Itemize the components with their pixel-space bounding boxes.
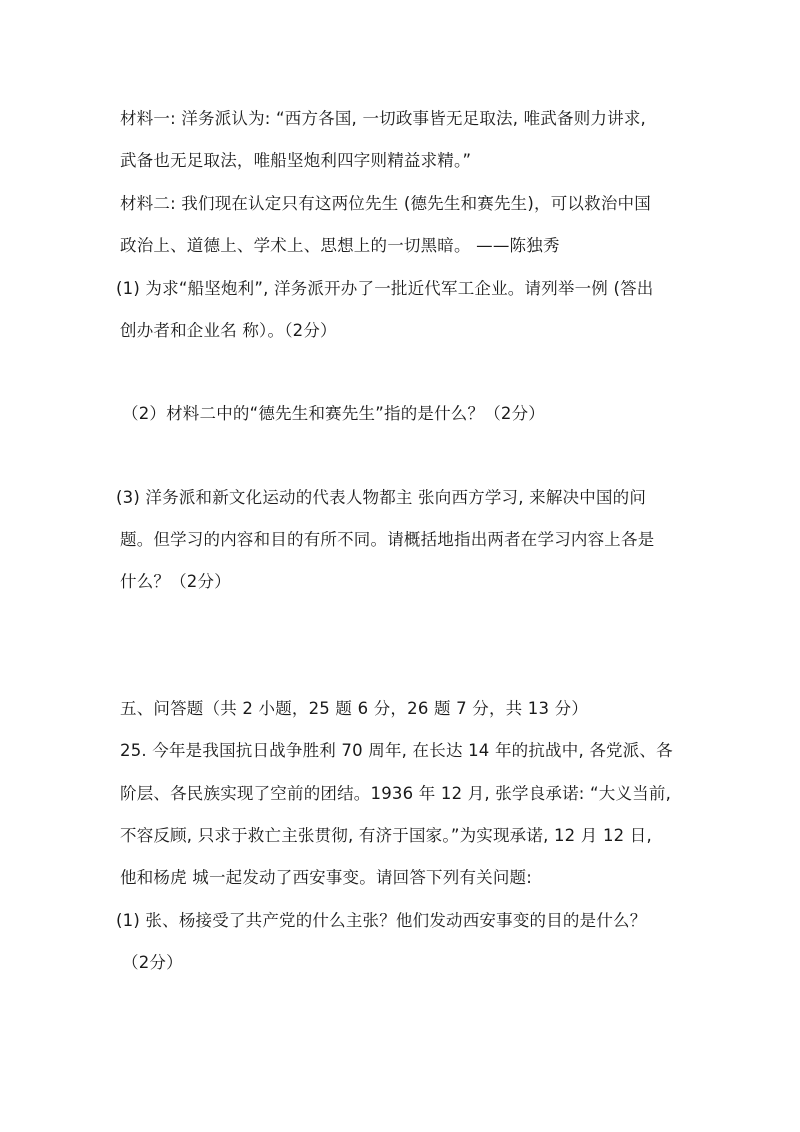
section-five-heading: 五、问答题（共 2 小题，25 题 6 分，26 题 7 分，共 13 分） [120,699,589,718]
question-25-sub1-line-1: (1) 张、杨接受了共产党的什么主张？他们发动西安事变的目的是什么？ [116,911,647,930]
question-25-line-1: 25. 今年是我国抗日战争胜利 70 周年, 在长达 14 年的抗战中, 各党派、各 [120,741,673,760]
material-one-line-1: 材料一: 洋务派认为: “西方各国, 一切政事皆无足取法, 唯武备则力讲求, [120,109,646,128]
question-3-line-1: (3) 洋务派和新文化运动的代表人物都主 张向西方学习, 来解决中国的问 [116,488,647,507]
question-2-line: （2）材料二中的“德先生和赛先生”指的是什么？（2分） [122,404,545,423]
question-1-line-1: (1) 为求“船坚炮利”, 洋务派开办了一批近代军工企业。请列举一例 (答出 [116,279,654,298]
question-25-line-2: 阶层、各民族实现了空前的团结。1936 年 12 月, 张学良承诺: “大义当前, [120,784,672,803]
material-one-line-2: 武备也无足取法，唯船坚炮利四字则精益求精。” [120,151,472,170]
question-25-line-4: 他和杨虎 城一起发动了西安事变。请回答下列有关问题: [120,868,533,887]
material-two-line-1: 材料二: 我们现在认定只有这两位先生 (德先生和赛先生)，可以救治中国 [120,194,651,213]
question-3-line-2: 题。但学习的内容和目的有所不同。请概括地指出两者在学习内容上各是 [120,530,655,549]
question-25-sub1-line-2: （2分） [122,953,183,972]
question-25-line-3: 不容反顾, 只求于救亡主张贯彻, 有济于国家。”为实现承诺, 12 月 12 日, [120,826,652,845]
material-two-line-2: 政治上、道德上、学术上、思想上的一切黑暗。 ——陈独秀 [120,236,560,255]
question-1-line-2: 创办者和企业名 称）。（2分） [120,321,337,340]
question-3-line-3: 什么？（2分） [120,572,231,591]
